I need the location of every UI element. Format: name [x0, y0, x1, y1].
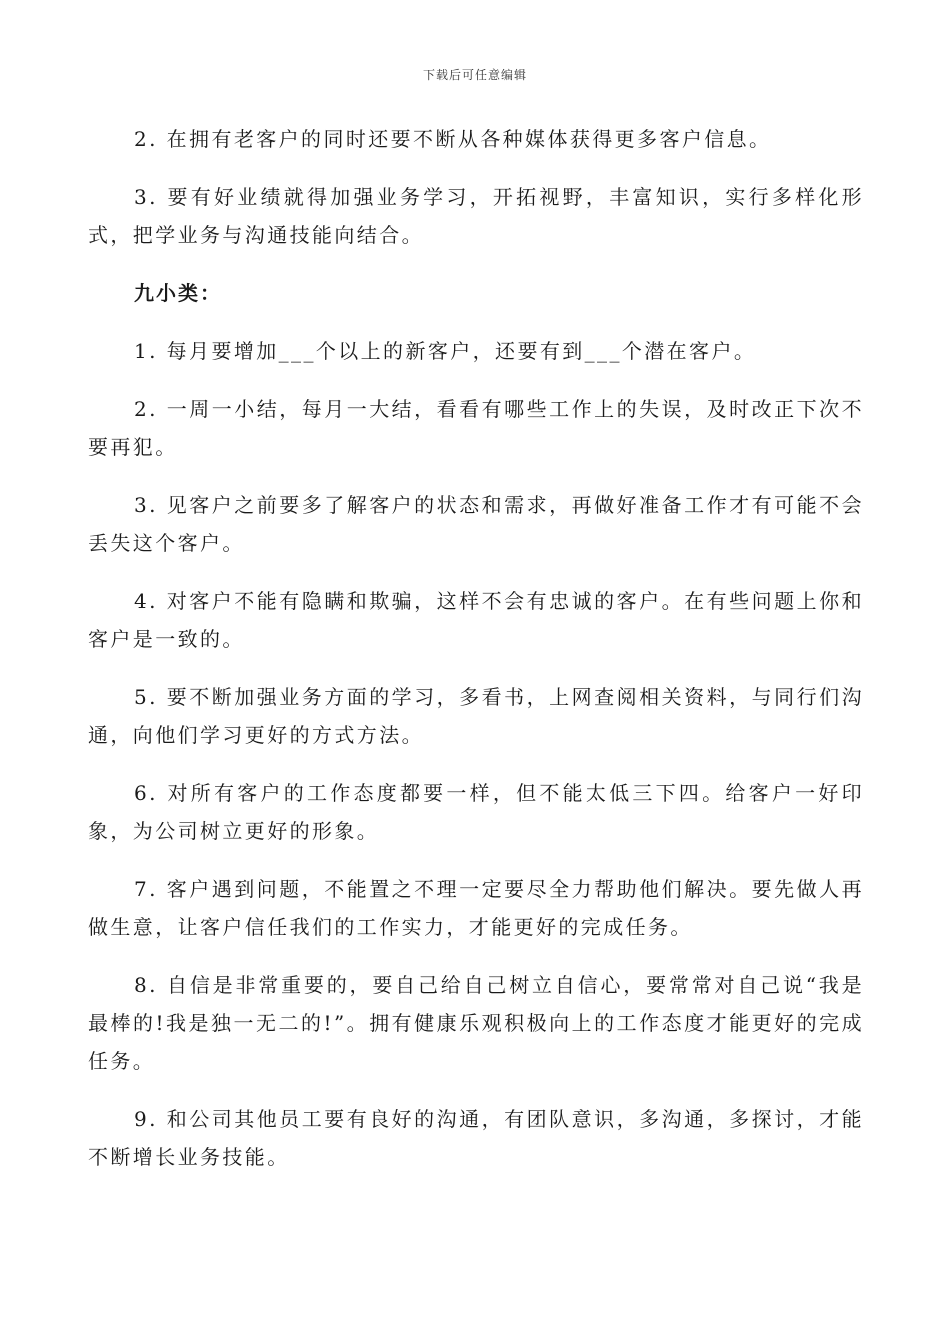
list-item-6: 6. 对所有客户的工作态度都要一样，但不能太低三下四。给客户一好印象，为公司树立更好的形象。	[88, 781, 864, 843]
paragraph-3: 3. 要有好业绩就得加强业务学习，开拓视野，丰富知识，实行多样化形式，把学业务与沟通技能向结合。	[88, 185, 864, 247]
section-heading: 九小类：	[134, 281, 222, 305]
list-item-9: 9. 和公司其他员工要有良好的沟通，有团队意识，多沟通，多探讨，才能不断增长业务技能。	[88, 1107, 864, 1169]
list-item-3: 3. 见客户之前要多了解客户的状态和需求，再做好准备工作才有可能不会丢失这个客户。	[88, 493, 864, 555]
document-body	[88, 120, 864, 1196]
list-item-8: 8. 自信是非常重要的，要自己给自己树立自信心，要常常对自己说“我是最棒的!我是独一无二的!”。拥有健康乐观积极向上的工作态度才能更好的完成任务。	[88, 973, 864, 1073]
list-item-4: 4. 对客户不能有隐瞒和欺骗，这样不会有忠诚的客户。在有些问题上你和客户是一致的。	[88, 589, 864, 651]
header-note: 下载后可任意编辑	[422, 68, 527, 82]
list-item-1: 1. 每月要增加___个以上的新客户，还要有到___个潜在客户。	[134, 339, 757, 363]
paragraph-2: 2. 在拥有老客户的同时还要不断从各种媒体获得更多客户信息。	[134, 127, 772, 151]
list-item-5: 5. 要不断加强业务方面的学习，多看书，上网查阅相关资料，与同行们沟通，向他们学习更好的方式方法。	[88, 685, 864, 747]
list-item-7: 7. 客户遇到问题，不能置之不理一定要尽全力帮助他们解决。要先做人再做生意，让客户信任我们的工作实力，才能更好的完成任务。	[88, 877, 864, 939]
list-item-2: 2. 一周一小结，每月一大结，看看有哪些工作上的失误，及时改正下次不要再犯。	[88, 397, 864, 459]
